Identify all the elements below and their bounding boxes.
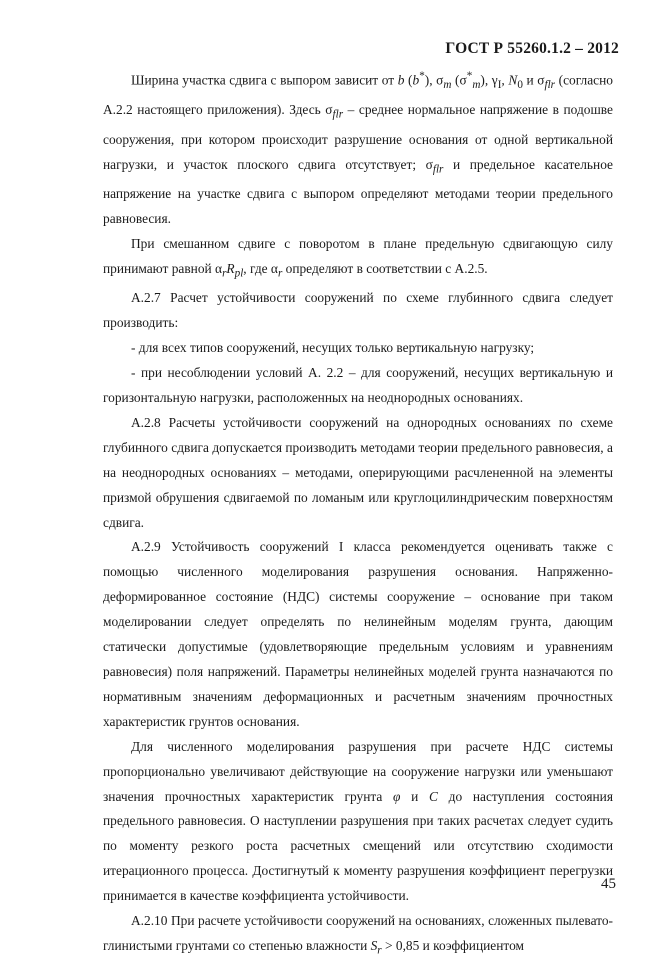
text-run: и xyxy=(400,788,430,804)
text-run: и предельное касательное напряжение на участке сдвига с выпором определяют методами теории предельного равновесия. xyxy=(103,156,613,227)
text-run: Для численного моделирования разрушения при расчете НДС системы пропорционально увеличивают действующие на сооружение нагрузки или уменьшают значения прочностных характеристик грунта xyxy=(103,738,613,804)
subscript: I xyxy=(497,79,502,92)
symbol-n: , N xyxy=(501,72,518,88)
text-run: – среднее нормальное напряжение в подошве сооружения, при котором происходит разрушение основания от одной вертикальной нагрузки, и участок плоского сдвига отсутствует; σ xyxy=(103,102,613,172)
text-run: ), γ xyxy=(480,72,498,88)
page-number: 45 xyxy=(601,876,616,892)
text-run: до наступления состояния предельного равновесия. О наступлении разрушения при таких расчетах следует судить по моменту резкого роста расчетных смещений или отсутствию сходимости итерационного процесса. Достигнутый к моменту разрушения коэффициент перегрузки принимается в качестве коэффициента устойчивости. xyxy=(103,788,613,904)
paragraph-a-2-7: А.2.7 Расчет устойчивости сооружений по схеме глубинного сдвига следует производить: xyxy=(103,290,613,331)
paragraph-mixed-shear xyxy=(103,232,613,286)
text-run: определяют в соответствии с А.2.5. xyxy=(282,260,488,276)
symbol-phi: φ xyxy=(393,788,401,804)
text-run: ), σ xyxy=(424,72,444,88)
text-run: При смешанном сдвиге с поворотом в плане предельную сдвигающую силу принимают равной α xyxy=(103,235,613,276)
text-run: > 0,85 и коэффициентом xyxy=(381,937,524,953)
symbol-s: S xyxy=(370,937,378,953)
symbol-b: b xyxy=(397,72,405,88)
text-run: (согласно А.2.2 настоящего приложения). Здесь σ xyxy=(103,72,613,118)
subscript: m xyxy=(472,79,481,92)
subscript: flr xyxy=(332,108,344,121)
paragraph-a-2-10 xyxy=(103,909,613,963)
subscript: r xyxy=(222,267,227,280)
subscript: pl xyxy=(234,267,244,280)
subscript: r xyxy=(277,267,283,280)
document-header: ГОСТ Р 55260.1.2 – 2012 xyxy=(445,40,619,57)
subscript: flr xyxy=(432,163,444,176)
symbol-c: C xyxy=(429,788,438,804)
text-run: Ширина участка сдвига с выпором зависит от xyxy=(131,72,398,88)
subscript: r xyxy=(377,944,382,957)
superscript: * xyxy=(419,70,425,82)
paragraph-numerical-modeling xyxy=(103,735,613,909)
list-item: - при несоблюдении условий А. 2.2 – для сооружений, несущих вертикальную и горизонтальную нагрузки, расположенных на неоднородных основаниях. xyxy=(103,365,613,406)
text-run: и σ xyxy=(522,72,545,88)
document-body xyxy=(103,64,613,964)
symbol-r: R xyxy=(226,260,235,276)
superscript: * xyxy=(466,70,473,82)
subscript: m xyxy=(443,79,452,92)
text-run: А.2.10 При расчете устойчивости сооружений на основаниях, сложенных пылевато-глинистыми грунтами со степенью влажности xyxy=(103,913,613,953)
text-run: , где α xyxy=(243,260,278,276)
symbol-b: b xyxy=(412,72,420,88)
paragraph-a-2-9: А.2.9 Устойчивость сооружений I класса рекомендуется оценивать также с помощью численного моделирования разрушения основания. Напряженно-деформированное состояние (НДС) системы сооружение – основание при таком моделировании следует определять по нелинейным моделям грунта, дающим статически допустимые (удовлетворяющие предельным условиям и уравнениям равновесия) поля напряжений. Параметры нелинейных моделей грунта назначаются по нормативным значениям деформационных и расчетным значениям прочностных характеристик грунтов основания. xyxy=(103,539,613,729)
subscript: 0 xyxy=(517,79,523,92)
subscript: flr xyxy=(544,79,556,92)
list-item: - для всех типов сооружений, несущих только вертикальную нагрузку; xyxy=(131,340,535,356)
paragraph-a-2-8: А.2.8 Расчеты устойчивости сооружений на однородных основаниях по схеме глубинного сдвига допускается производить методами теории предельного равновесия, а на неоднородных основаниях – методами, оперирующими расчлененной на элементы призмой обрушения сдвигаемой по ломаным или круглоцилиндрическим поверхностям сдвига. xyxy=(103,414,613,530)
paragraph-shear-width: Ширина участка сдвига с выпором зависит от b (b*), $\sigma_m$ $(\sigma^*_m)$, $\gamma_I$, $N_0$ и $\sigma_{flr}$ (согласно А.2.2 настоящего приложения). Здесь $\sigma_{flr}$ – среднее нормальное напряжение в подошве сооружения, при котором происходит разрушение основания от одной вертикальной нагрузки, и участок плоского сдвига отсутствует; $\sigma_{flr}$ и предельное касательное напряжение на участке сдвига с выпором определяют методами теории предельного равновесия. xyxy=(103,70,613,227)
text-run: (σ xyxy=(451,72,467,88)
